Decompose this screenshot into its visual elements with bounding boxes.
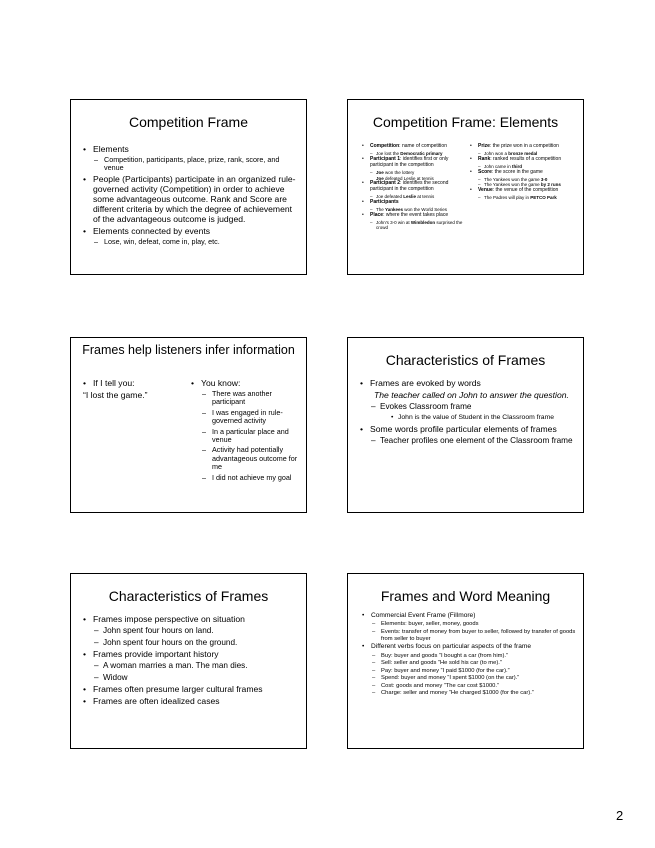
sub-bullet: – Cost: goods and money “The car cost $1000.” <box>362 683 577 690</box>
slide-frames-infer <box>70 337 307 513</box>
example: – Joe defeated Leslie at tennis <box>362 194 466 199</box>
sub-bullet: – Activity had potentially advantageous outcome for me <box>191 446 303 471</box>
sub-bullet: – Charge: seller and money “He charged $1000 (for the car).” <box>362 690 577 697</box>
example: – The Yankees won the game by 2 runs <box>470 182 576 187</box>
sub-sub-bullet: • John is the value of Student in the Classroom frame <box>360 414 577 422</box>
sub-bullet: – Elements: buyer, seller, money, goods <box>362 621 577 628</box>
example: – The Yankees won the game 3-0 <box>470 177 576 182</box>
bullet: • If I tell you: <box>83 378 187 388</box>
left-column <box>83 378 187 402</box>
slide-characteristics-2 <box>70 573 307 749</box>
bullet-participant-1: • Participant 1: identifies first or only participant in the competition <box>362 157 466 169</box>
sub-bullet: – John spent four hours on the ground. <box>83 638 300 648</box>
example: – Joe won the lottery <box>362 170 466 175</box>
bullet-participants: • Participants <box>362 200 466 206</box>
bullet: • Some words profile particular elements of frames <box>360 424 577 434</box>
bullet-participant-2: • Participant 2: identifies the second participant in the competition <box>362 181 466 193</box>
bullet: • Frames are often idealized cases <box>83 696 300 706</box>
slide-title: Frames help listeners infer information <box>82 343 295 357</box>
bullet: • Elements connected by events <box>83 226 300 236</box>
sub-bullet: – Widow <box>83 673 300 683</box>
bullet-place: • Place: where the event takes place <box>362 213 466 219</box>
sub-bullet: – Spend: buyer and money “I spent $1000 (on the car).” <box>362 675 577 682</box>
sub-bullet: – Evokes Classroom frame <box>360 402 577 412</box>
sub-bullet: – A woman marries a man. The man dies. <box>83 661 300 671</box>
sub-bullet: – I did not achieve my goal <box>191 474 303 482</box>
slide-title: Characteristics of Frames <box>108 588 269 604</box>
bullet: • Frames often presume larger cultural frames <box>83 684 300 694</box>
bullet: • Frames are evoked by words <box>360 378 577 388</box>
left-column <box>362 144 466 231</box>
bullet-prize: • Prize: the prize won in a competition <box>470 144 576 150</box>
slide-title: Frames and Word Meaning <box>380 588 551 604</box>
bullet: • Different verbs focus on particular aspects of the frame <box>362 643 577 651</box>
example: – The Yankees won the World Series <box>362 207 466 212</box>
slide-bullets <box>83 614 300 708</box>
sub-bullet: – There was another participant <box>191 390 303 407</box>
sub-bullet: – Teacher profiles one element of the Classroom frame <box>360 436 577 446</box>
sub-bullet: – Lose, win, defeat, come in, play, etc. <box>83 238 300 246</box>
bullet-score: • Score: the score in the game <box>470 170 576 176</box>
sub-bullet: – Competition, participants, place, prize, rank, score, and venue <box>83 156 300 173</box>
bullet-competition: • Competition: name of competition <box>362 144 466 150</box>
bullet-venue: • Venue: the venue of the competition <box>470 188 576 194</box>
slide-characteristics-1 <box>347 337 584 513</box>
sub-bullet: – Sell: seller and goods “He sold his car (to me).” <box>362 660 577 667</box>
quote: “I lost the game.” <box>83 390 148 400</box>
bullet: • Frames provide important history <box>83 649 300 659</box>
slide-title: Competition Frame <box>128 114 249 130</box>
sub-bullet: – Events: transfer of money from buyer to seller, followed by transfer of goods from seller to buyer <box>362 629 577 643</box>
right-column <box>470 144 576 201</box>
sub-bullet: – In a particular place and venue <box>191 428 303 445</box>
example: – John won a bronze medal <box>470 151 576 156</box>
slide-competition-frame <box>70 99 307 275</box>
page-number: 2 <box>616 808 624 823</box>
sub-bullet: – John spent four hours on land. <box>83 626 300 636</box>
slide-competition-elements <box>347 99 584 275</box>
example: – The Padres will play in PETCO Park <box>470 195 576 200</box>
example: – John came in third <box>470 164 576 169</box>
example: – Joe lost the Democratic primary <box>362 151 466 156</box>
example: – John's 3-0 win at Wimbledon surprised the crowd <box>362 220 466 231</box>
right-column <box>191 378 303 484</box>
slide-word-meaning <box>347 573 584 749</box>
bullet: • You know: <box>191 378 303 388</box>
slide-title: Characteristics of Frames <box>385 352 546 368</box>
slide-title: Competition Frame: Elements <box>372 114 559 130</box>
slide-bullets <box>360 378 577 447</box>
bullet: • Elements <box>83 144 300 154</box>
bullet-rank: • Rank: ranked results of a competition <box>470 157 576 163</box>
bullet: • Frames impose perspective on situation <box>83 614 300 624</box>
slide-bullets <box>362 612 577 698</box>
sub-bullet: – Buy: buyer and goods “I bought a car (from him).” <box>362 653 577 660</box>
bullet: • People (Participants) participate in an organized rule-governed activity (Competition) in order to achieve some advantageous outcome. Rank and Score are different criteria by which the degree of achievement of the advantageous outcome is judged. <box>83 174 300 224</box>
sub-bullet: – Pay: buyer and money “I paid $1000 (for the car).” <box>362 668 577 675</box>
example-sentence: The teacher called on John to answer the question. <box>374 390 569 400</box>
slide-bullets <box>83 144 300 247</box>
bullet: • Commercial Event Frame (Fillmore) <box>362 612 577 620</box>
example: Joe defeated Leslie at tennis <box>376 175 434 181</box>
sub-bullet: – I was engaged in rule-governed activity <box>191 409 303 426</box>
